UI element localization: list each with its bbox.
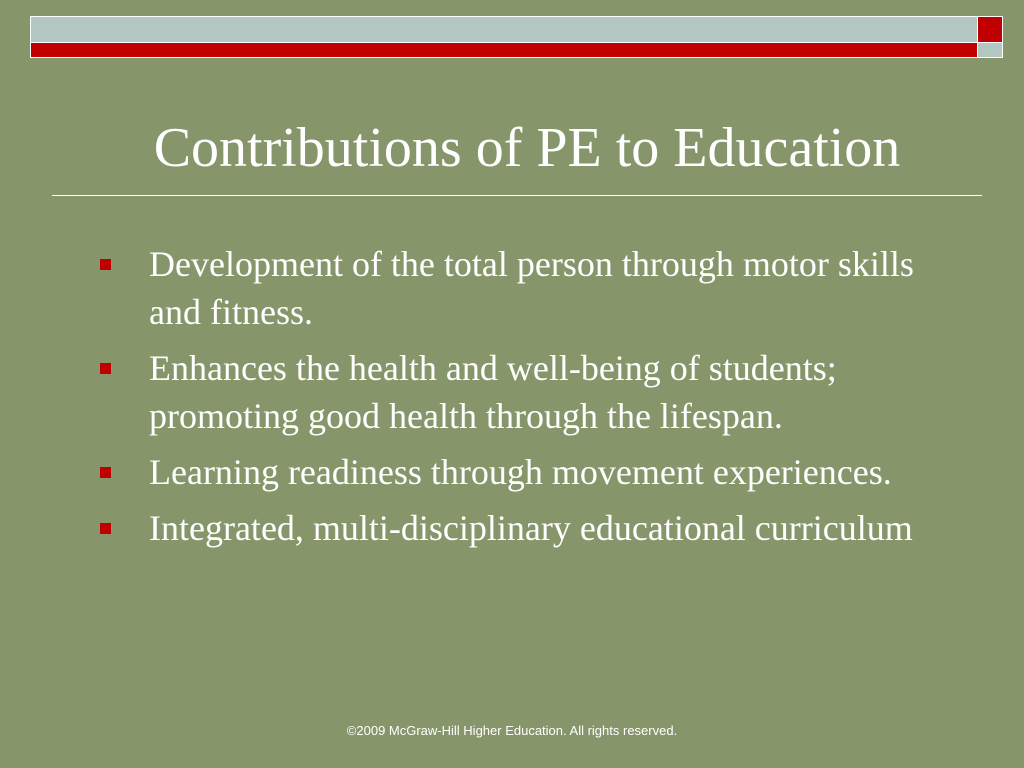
copyright-footer: ©2009 McGraw-Hill Higher Education. All rights reserved.	[346, 723, 678, 738]
header-decoration-band	[30, 16, 1003, 58]
bullet-item	[96, 240, 936, 336]
bullet-item	[96, 504, 936, 552]
slide-title: Contributions of PE to Education	[153, 117, 901, 179]
square-bullet-icon	[100, 523, 111, 534]
header-corner-red-square	[977, 17, 1002, 42]
bullet-list	[96, 240, 936, 560]
square-bullet-icon	[100, 363, 111, 374]
bullet-text: Development of the total person through motor skills and fitness.	[149, 244, 914, 332]
bullet-item	[96, 448, 936, 496]
bullet-text: Enhances the health and well-being of students; promoting good health through the lifespan.	[149, 348, 837, 436]
square-bullet-icon	[100, 259, 111, 270]
bullet-text: Integrated, multi-disciplinary educational curriculum	[149, 508, 913, 548]
bullet-text: Learning readiness through movement experiences.	[149, 452, 892, 492]
header-band-light-stripe	[31, 17, 977, 42]
header-corner-light-square	[977, 43, 1002, 57]
title-underline-rule	[52, 195, 982, 196]
square-bullet-icon	[100, 467, 111, 478]
bullet-item	[96, 344, 936, 440]
header-band-red-stripe	[31, 43, 977, 57]
